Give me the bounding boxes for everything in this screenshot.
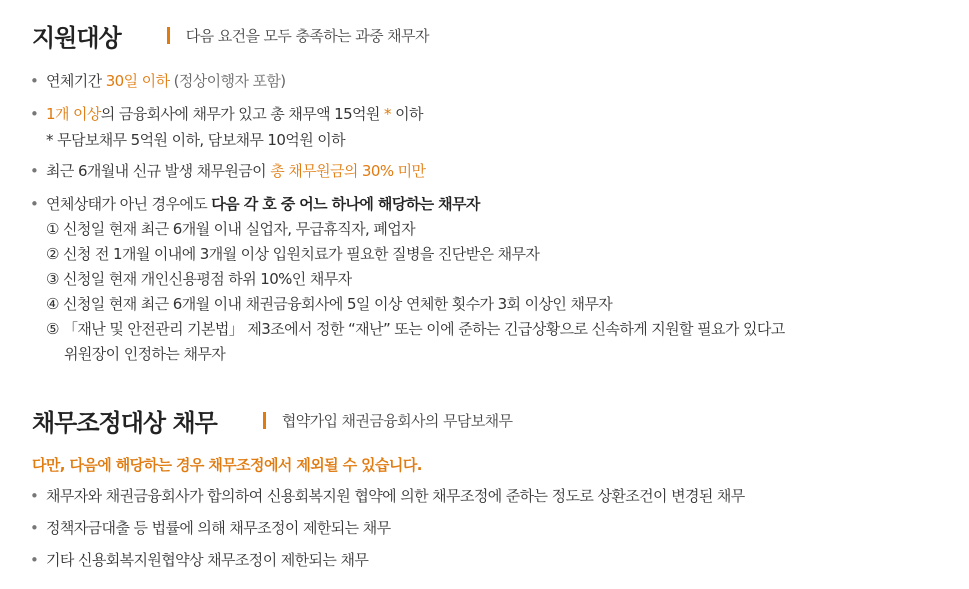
item-text: 최근 6개월내 신규 발생 채무원금이 xyxy=(46,162,271,180)
bullet: • xyxy=(30,487,39,505)
bullet: • xyxy=(30,72,39,90)
item-text: 연체상태가 아닌 경우에도 xyxy=(46,195,212,213)
bold-text: 다음 각 호 중 어느 하나에 해당하는 채무자 xyxy=(211,195,480,213)
section-title: 지원대상 xyxy=(32,24,121,52)
section-header-support-target xyxy=(32,18,429,53)
list-item xyxy=(30,104,423,124)
item-text: (정상이행자 포함) xyxy=(169,72,286,90)
bullet: • xyxy=(30,105,39,123)
sub-item: ④ 신청일 현재 최근 6개월 이내 채권금융회사에 5일 이상 연체한 횟수가 3회 이상인 채무자 xyxy=(46,295,613,313)
accent-divider xyxy=(263,412,266,429)
item-text: 채무자와 채권금융회사가 합의하여 신용회복지원 협약에 의한 채무조정에 준하는 정도로 상환조건이 변경된 채무 xyxy=(46,487,745,505)
sub-item: ① 신청일 현재 최근 6개월 이내 실업자, 무급휴직자, 폐업자 xyxy=(46,220,416,238)
list-item xyxy=(30,161,425,181)
section-subtitle: 다음 요건을 모두 충족하는 과중 채무자 xyxy=(185,27,429,45)
item-text: 의 금융회사에 채무가 있고 총 채무액 15억원 xyxy=(100,105,384,123)
exclusion-warning: 다만, 다음에 해당하는 경우 채무조정에서 제외될 수 있습니다. xyxy=(32,456,422,474)
list-item xyxy=(30,550,368,570)
item-text: 이하 xyxy=(390,105,423,123)
section-header-debt-target xyxy=(32,403,512,438)
highlight-text: 총 채무원금의 30% 미만 xyxy=(270,162,426,180)
section-subtitle: 협약가입 채권금융회사의 무담보채무 xyxy=(281,412,513,430)
item-text: 정책자금대출 등 법률에 의해 채무조정이 제한되는 채무 xyxy=(46,519,391,537)
list-item xyxy=(30,486,745,506)
sub-item: ③ 신청일 현재 개인신용평점 하위 10%인 채무자 xyxy=(46,270,352,288)
section-title: 채무조정대상 채무 xyxy=(32,409,217,437)
bullet: • xyxy=(30,162,39,180)
bullet: • xyxy=(30,551,39,569)
sub-item: ② 신청 전 1개월 이내에 3개월 이상 입원치료가 필요한 질병을 진단받은 채무자 xyxy=(46,245,540,263)
asterisk-mark: * xyxy=(384,105,391,123)
accent-divider xyxy=(167,27,170,44)
item-text: 기타 신용회복지원협약상 채무조정이 제한되는 채무 xyxy=(46,551,369,569)
list-item xyxy=(30,194,480,214)
item-text: 연체기간 xyxy=(46,72,106,90)
list-item xyxy=(30,71,286,91)
highlight-text: 30일 이하 xyxy=(105,72,170,90)
highlight-text: 1개 이상 xyxy=(46,105,101,123)
sub-item: ⑤ 「재난 및 안전관리 기본법」 제3조에서 정한 “재난” 또는 이에 준하는 긴급상황으로 신속하게 지원할 필요가 있다고 xyxy=(46,320,785,338)
sub-item-continuation: 위원장이 인정하는 채무자 xyxy=(64,345,226,363)
list-item xyxy=(30,518,390,538)
bullet: • xyxy=(30,519,39,537)
bullet: • xyxy=(30,195,39,213)
item-note: * 무담보채무 5억원 이하, 담보채무 10억원 이하 xyxy=(46,131,346,149)
